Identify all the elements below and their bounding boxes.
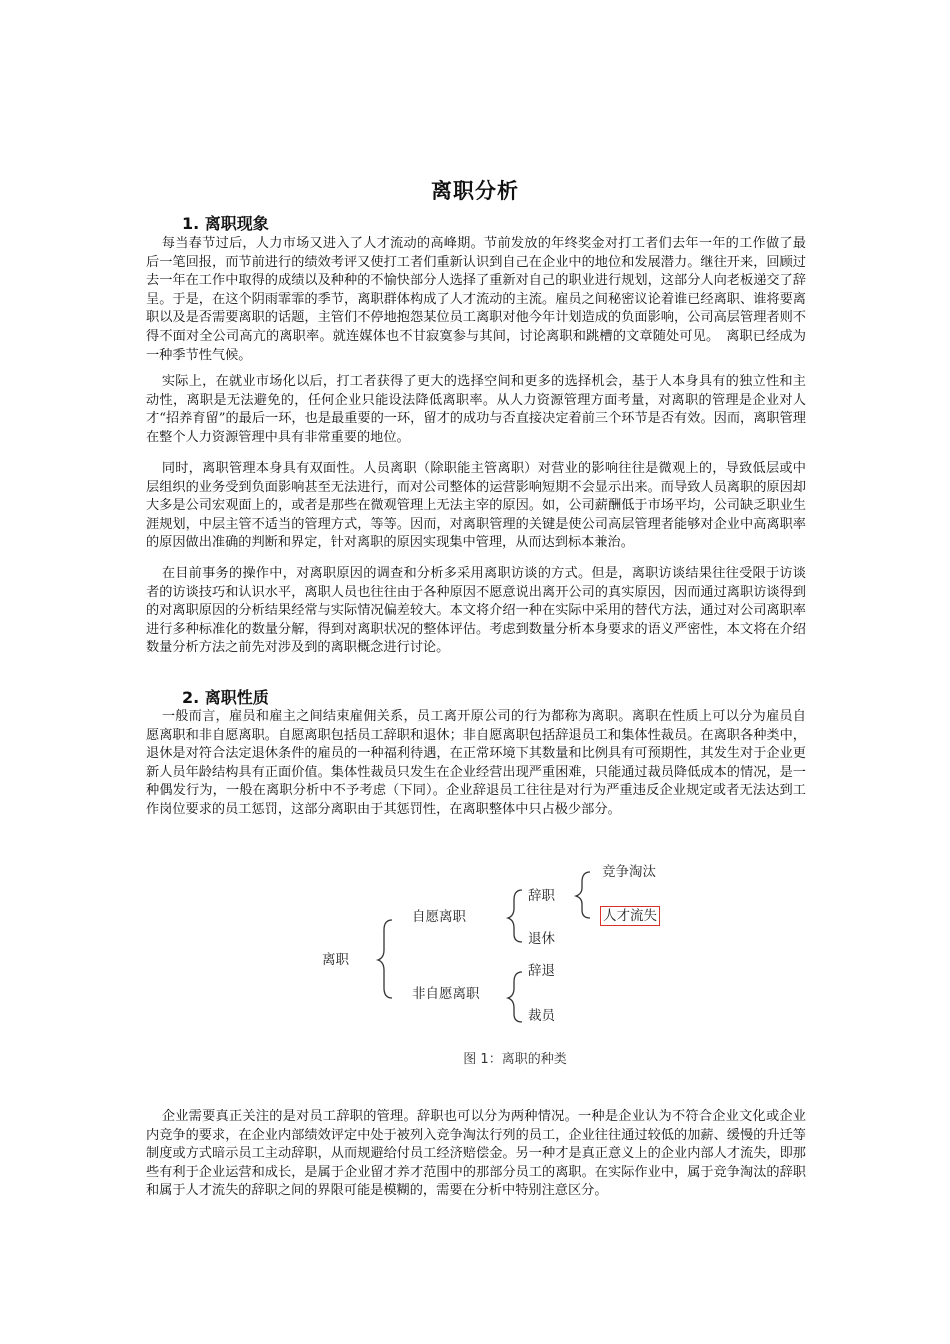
section-heading-1: 1. 离职现象 — [182, 214, 269, 233]
node-talent-loss: 人才流失 — [600, 906, 660, 926]
paragraph: 一般而言，雇员和雇主之间结束雇佣关系，员工离开原公司的行为都称为离职。离职在性质上可以分为雇员自愿离职和非自愿离职。自愿离职包括员工辞职和退休；非自愿离职包括辞退员工和集体性裁员。在离职各种类中，退休是对符合法定退休条件的雇员的一种福利待遇，在正常环境下其数量和比例具有可预期性，其发生对于企业更新人员年龄结构具有正面价值。集体性裁员只发生在企业经营出现严重困难，只能通过裁员降低成本的情况，是一种偶发行为，一般在离职分析中不予考虑（下同）。企业辞退员工往往是对行为严重违反企业规定或者无法达到工作岗位要求的员工惩罚，这部分离职由于其惩罚性，在离职整体中只占极少部分。 — [146, 709, 806, 817]
root-brace — [378, 920, 392, 998]
node-dismiss: 辞退 — [528, 963, 555, 979]
node-layoff: 裁员 — [528, 1008, 555, 1024]
resign-brace — [576, 872, 590, 918]
involuntary-brace — [508, 972, 522, 1022]
voluntary-brace — [508, 890, 522, 942]
node-competition: 竞争淘汰 — [602, 864, 656, 880]
node-resign: 辞职 — [528, 888, 555, 904]
paragraph: 实际上，在就业市场化以后，打工者获得了更大的选择空间和更多的选择机会，基于人本身具有的独立性和主动性，离职是无法避免的，任何企业只能设法降低离职率。从人力资源管理方面考量，对离职的管理是企业对人才“招养育留”的最后一环，也是最重要的一环，留才的成功与否直接决定着前三个环节是否有效。因而，离职管理在整个人力资源管理中具有非常重要的地位。 — [146, 374, 806, 445]
node-root: 离职 — [322, 952, 349, 968]
paragraph: 同时，离职管理本身具有双面性。人员离职（除职能主管离职）对营业的影响往往是微观上的，导致低层或中层组织的业务受到负面影响甚至无法进行，而对公司整体的运营影响短期不会显示出来。而导致人员离职的原因却大多是公司宏观面上的，或者是那些在微观管理上无法主宰的原因。如，公司薪酬低于市场平均，公司缺乏职业生涯规划，中层主管不适当的管理方式，等等。因而，对离职管理的关键是使公司高层管理者能够对企业中高离职率的原因做出准确的判断和界定，针对离职的原因实现集中管理，从而达到标本兼治。 — [146, 461, 806, 551]
node-voluntary: 自愿离职 — [412, 909, 466, 925]
paragraph: 企业需要真正关注的是对员工辞职的管理。辞职也可以分为两种情况。一种是企业认为不符合企业文化或企业内竞争的要求，在企业内部绩效评定中处于被列入竞争淘汰行列的员工，企业往往通过较低的加薪、缓慢的升迁等制度或方式暗示员工主动辞职，从而规避给付员工经济赔偿金。另一种才是真正意义上的企业内部人才流失，即那些有利于企业运营和成长，是属于企业留才养才范围中的那部分员工的离职。在实际作业中，属于竞争淘汰的辞职和属于人才流失的辞职之间的界限可能是模糊的，需要在分析中特别注意区分。 — [146, 1109, 806, 1199]
node-involuntary: 非自愿离职 — [412, 986, 480, 1002]
paragraph: 每当春节过后，人力市场又进入了人才流动的高峰期。节前发放的年终奖金对打工者们去年一年的工作做了最后一笔回报，而节前进行的绩效考评又使打工者们重新认识到自己在企业中的地位和发展潜力。继往开来，回顾过去一年在工作中取得的成绩以及种种的不愉快部分人选择了重新对自己的职业进行规划，这部分人向老板递交了辞呈。于是，在这个阴雨霏霏的季节，离职群体构成了人才流动的主流。雇员之间秘密议论着谁已经离职、谁将要离职以及是否需要离职的话题，主管们不停地抱怨某位员工离职对他今年计划造成的负面影响，公司高层管理者则不得不面对全公司高亢的离职率。就连媒体也不甘寂寞参与其间，讨论离职和跳槽的文章随处可见。 离职已经成为一种季节性气候。 — [146, 236, 806, 363]
figure-caption: 图 1：离职的种类 — [463, 1052, 567, 1067]
section-heading-2: 2. 离职性质 — [182, 688, 269, 707]
paragraph: 在目前事务的操作中，对离职原因的调查和分析多采用离职访谈的方式。但是，离职访谈结果往往受限于访谈者的访谈技巧和认识水平，离职人员也往往由于各种原因不愿意说出离开公司的真实原因，因而通过离职访谈得到的对离职原因的分析结果经常与实际情况偏差较大。本文将介绍一种在实际中采用的替代方法，通过对公司离职率进行多种标准化的数量分解，得到对离职状况的整体评估。考虑到数量分析本身要求的语义严密性，本文将在介绍数量分析方法之前先对涉及到的离职概念进行讨论。 — [146, 566, 806, 656]
classification-figure — [300, 850, 700, 1080]
document-title: 离职分析 — [431, 179, 519, 203]
node-retire: 退休 — [528, 931, 555, 947]
